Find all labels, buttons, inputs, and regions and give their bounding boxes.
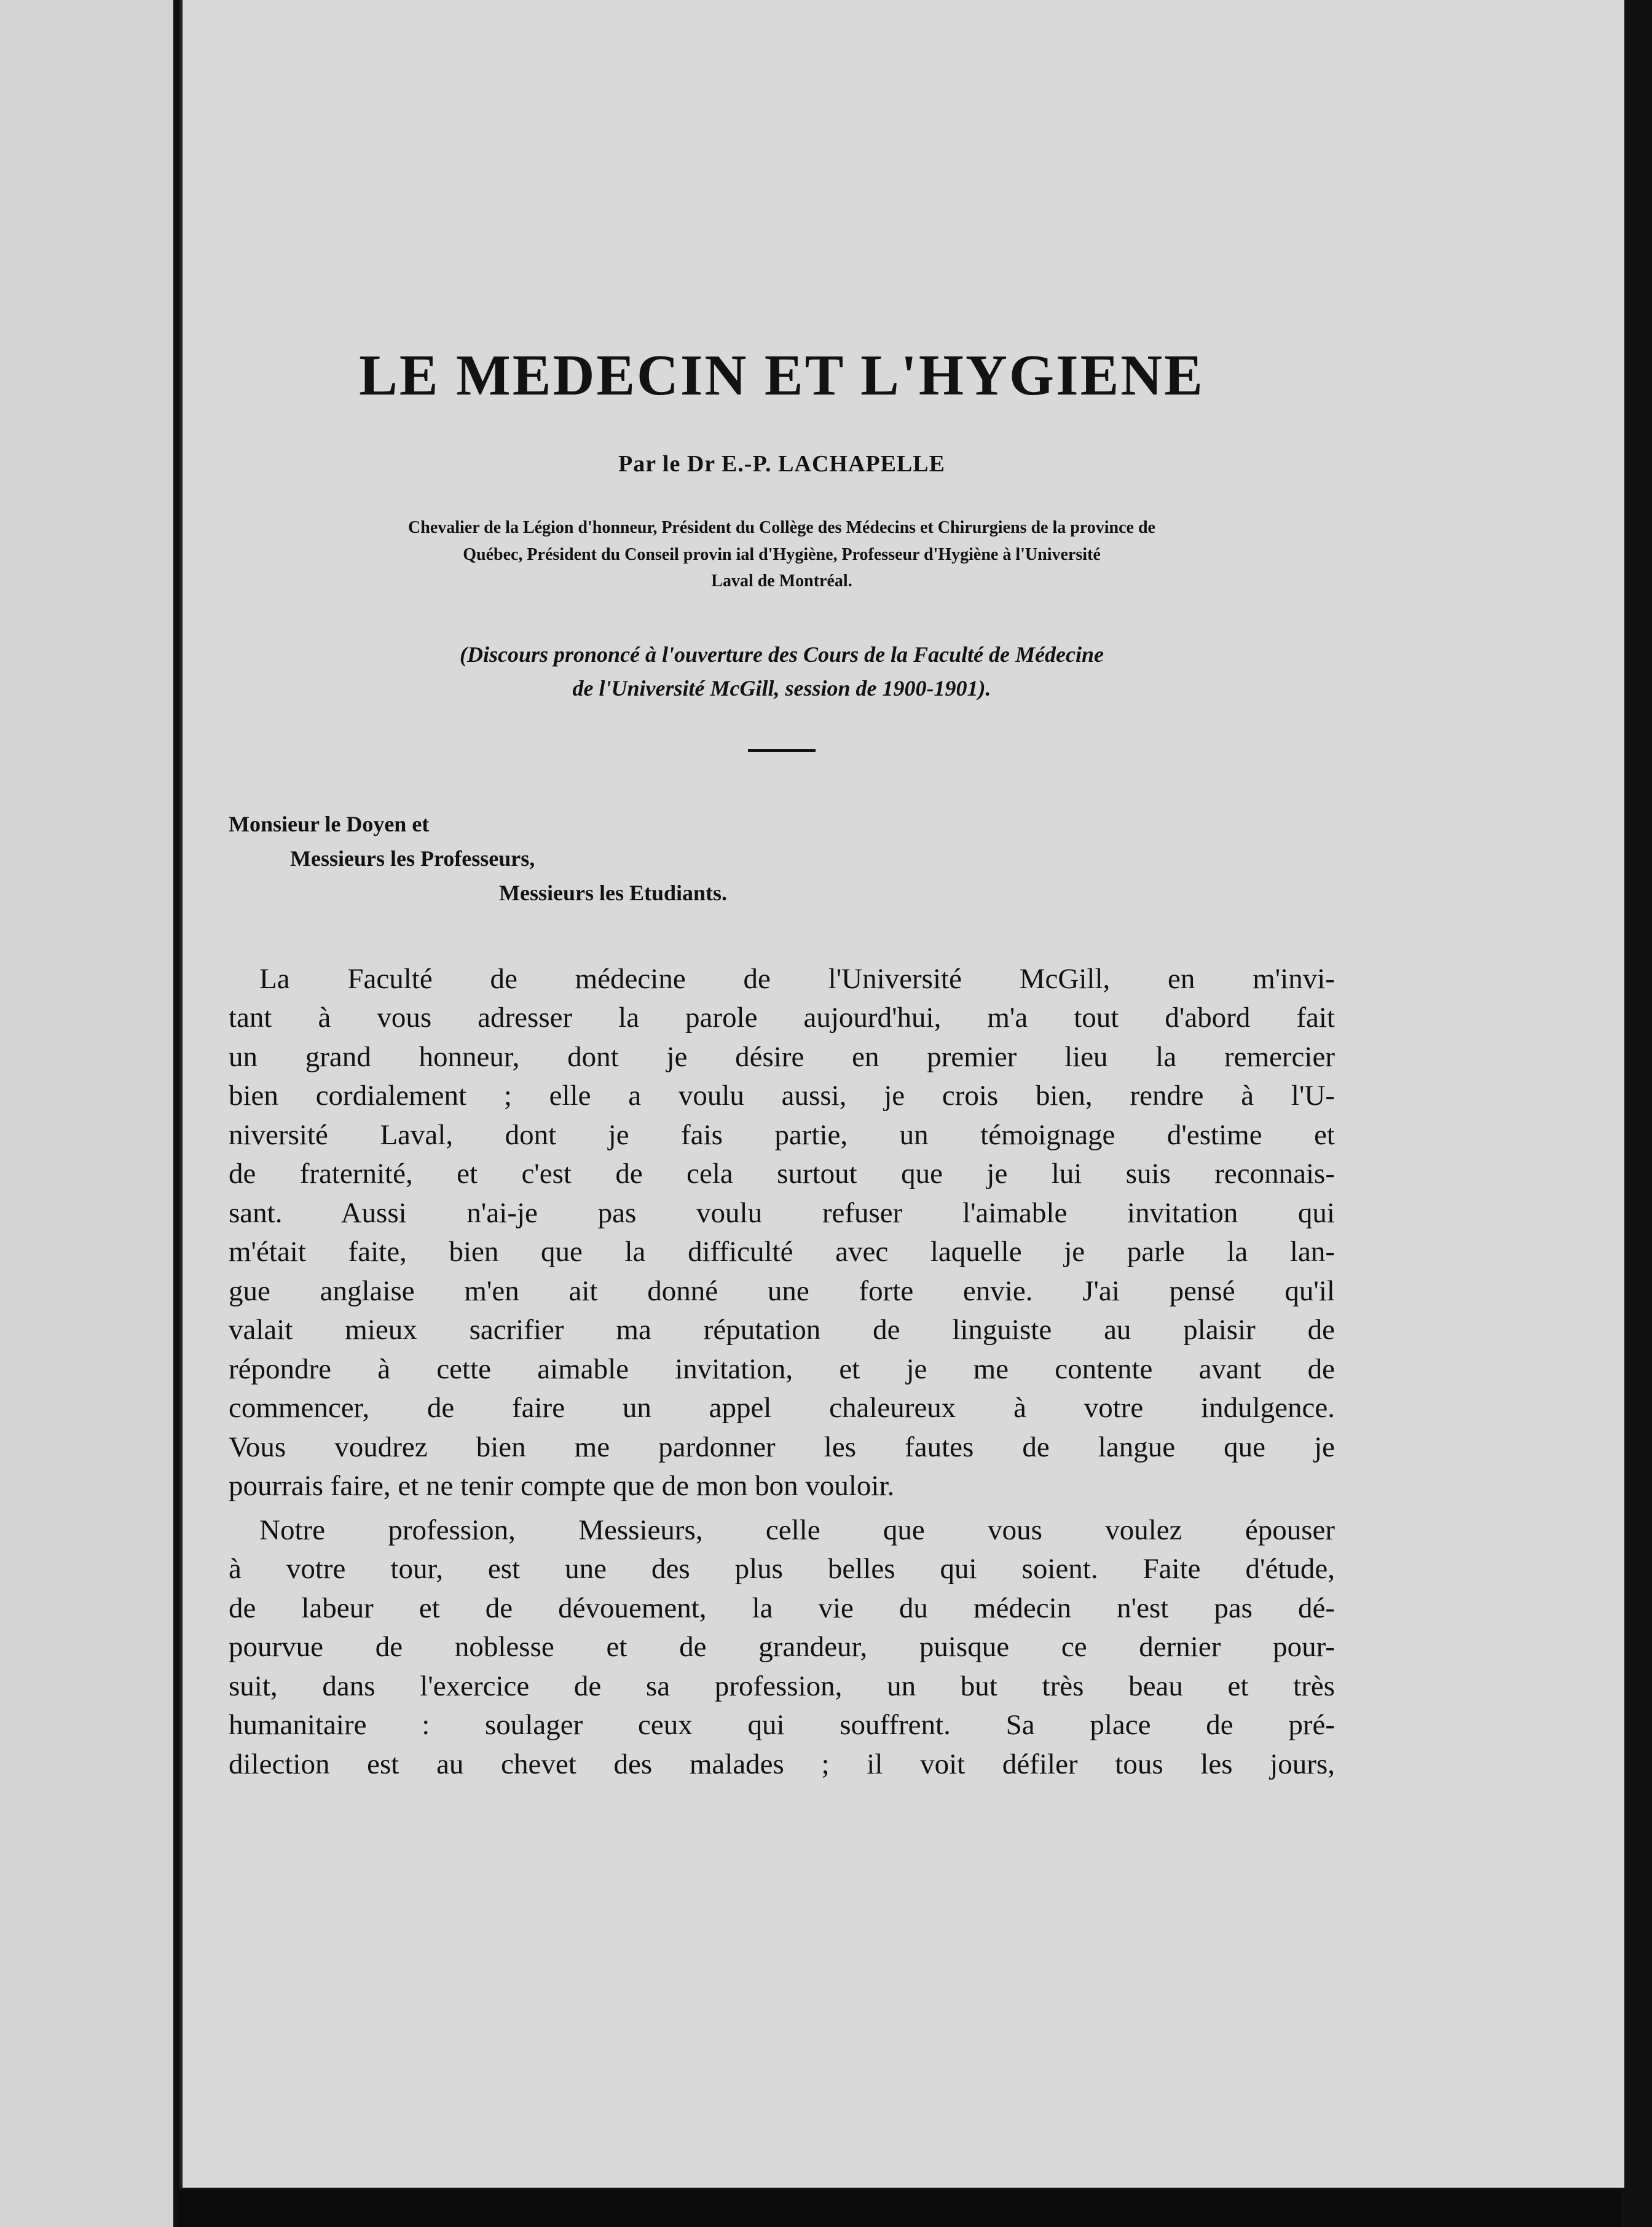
text-line: dilection est au chevet des malades ; il voit défiler tous les jours, xyxy=(229,1748,1335,1780)
salutation-line: Monsieur le Doyen et xyxy=(229,812,430,837)
credentials-line: Laval de Montréal. xyxy=(711,571,852,591)
text-line: de labeur et de dévouement, la vie du médecin n'est pas dé- xyxy=(229,1592,1335,1624)
text-line: commencer, de faire un appel chaleureux à votre indulgence. xyxy=(229,1392,1335,1424)
credentials-line: Chevalier de la Légion d'honneur, Président du Collège des Médecins et Chirurgiens de la province de xyxy=(408,518,1155,538)
text-line: bien cordialement ; elle a voulu aussi, je crois bien, rendre à l'U- xyxy=(229,1080,1335,1112)
text-line: de fraternité, et c'est de cela surtout que je lui suis reconnais- xyxy=(229,1158,1335,1190)
left-page-edge xyxy=(0,0,177,2227)
right-scan-border xyxy=(1621,0,1652,2227)
credentials-line: Québec, Président du Conseil provin ial d'Hygiène, Professeur d'Hygiène à l'Université xyxy=(463,544,1101,564)
text-line: La Faculté de médecine de l'Université McGill, en m'invi- xyxy=(259,962,1335,995)
text-line: Notre profession, Messieurs, celle que vous voulez épouser xyxy=(259,1514,1335,1546)
author-byline: Par le Dr E.-P. LACHAPELLE xyxy=(618,451,945,477)
text-line: Vous voudrez bien me pardonner les fautes de langue que je xyxy=(229,1431,1335,1463)
text-line: sant. Aussi n'ai-je pas voulu refuser l'aimable invitation qui xyxy=(229,1196,1335,1229)
occasion-line: (Discours prononcé à l'ouverture des Cours de la Faculté de Médecine xyxy=(460,642,1104,667)
text-line: humanitaire : soulager ceux qui souffrent. Sa place de pré- xyxy=(229,1709,1335,1742)
text-line: à votre tour, est une des plus belles qui soient. Faite d'étude, xyxy=(229,1553,1335,1585)
text-line: gue anglaise m'en ait donné une forte envie. J'ai pensé qu'il xyxy=(229,1275,1335,1307)
page-content xyxy=(229,344,1335,1784)
text-line: tant à vous adresser la parole aujourd'hui, m'a tout d'abord fait xyxy=(229,1002,1335,1034)
text-line: un grand honneur, dont je désire en premier lieu la remercier xyxy=(229,1040,1335,1073)
text-line: pourvue de noblesse et de grandeur, puisque ce dernier pour- xyxy=(229,1631,1335,1663)
text-line: niversité Laval, dont je fais partie, un témoignage d'estime et xyxy=(229,1118,1335,1151)
text-line: pourrais faire, et ne tenir compte que de mon bon vouloir. xyxy=(229,1470,895,1502)
article-title: LE MEDECIN ET L'HYGIENE xyxy=(359,344,1205,407)
salutation-line: Messieurs les Etudiants. xyxy=(499,880,728,905)
speech-occasion xyxy=(229,638,1335,707)
section-divider xyxy=(748,749,816,752)
salutation-line: Messieurs les Professeurs, xyxy=(290,846,535,871)
paragraph-1 xyxy=(229,960,1335,1506)
paragraph-2 xyxy=(229,1511,1335,1785)
text-line: suit, dans l'exercice de sa profession, un but très beau et très xyxy=(229,1670,1335,1702)
text-line: m'était faite, bien que la difficulté avec laquelle je parle la lan- xyxy=(229,1236,1335,1268)
text-line: répondre à cette aimable invitation, et je me contente avant de xyxy=(229,1353,1335,1385)
text-line: valait mieux sacrifier ma réputation de linguiste au plaisir de xyxy=(229,1314,1335,1346)
author-credentials xyxy=(229,514,1335,594)
occasion-line: de l'Université McGill, session de 1900-1901). xyxy=(572,676,991,701)
salutation xyxy=(229,807,1335,910)
body-text xyxy=(229,960,1335,1785)
